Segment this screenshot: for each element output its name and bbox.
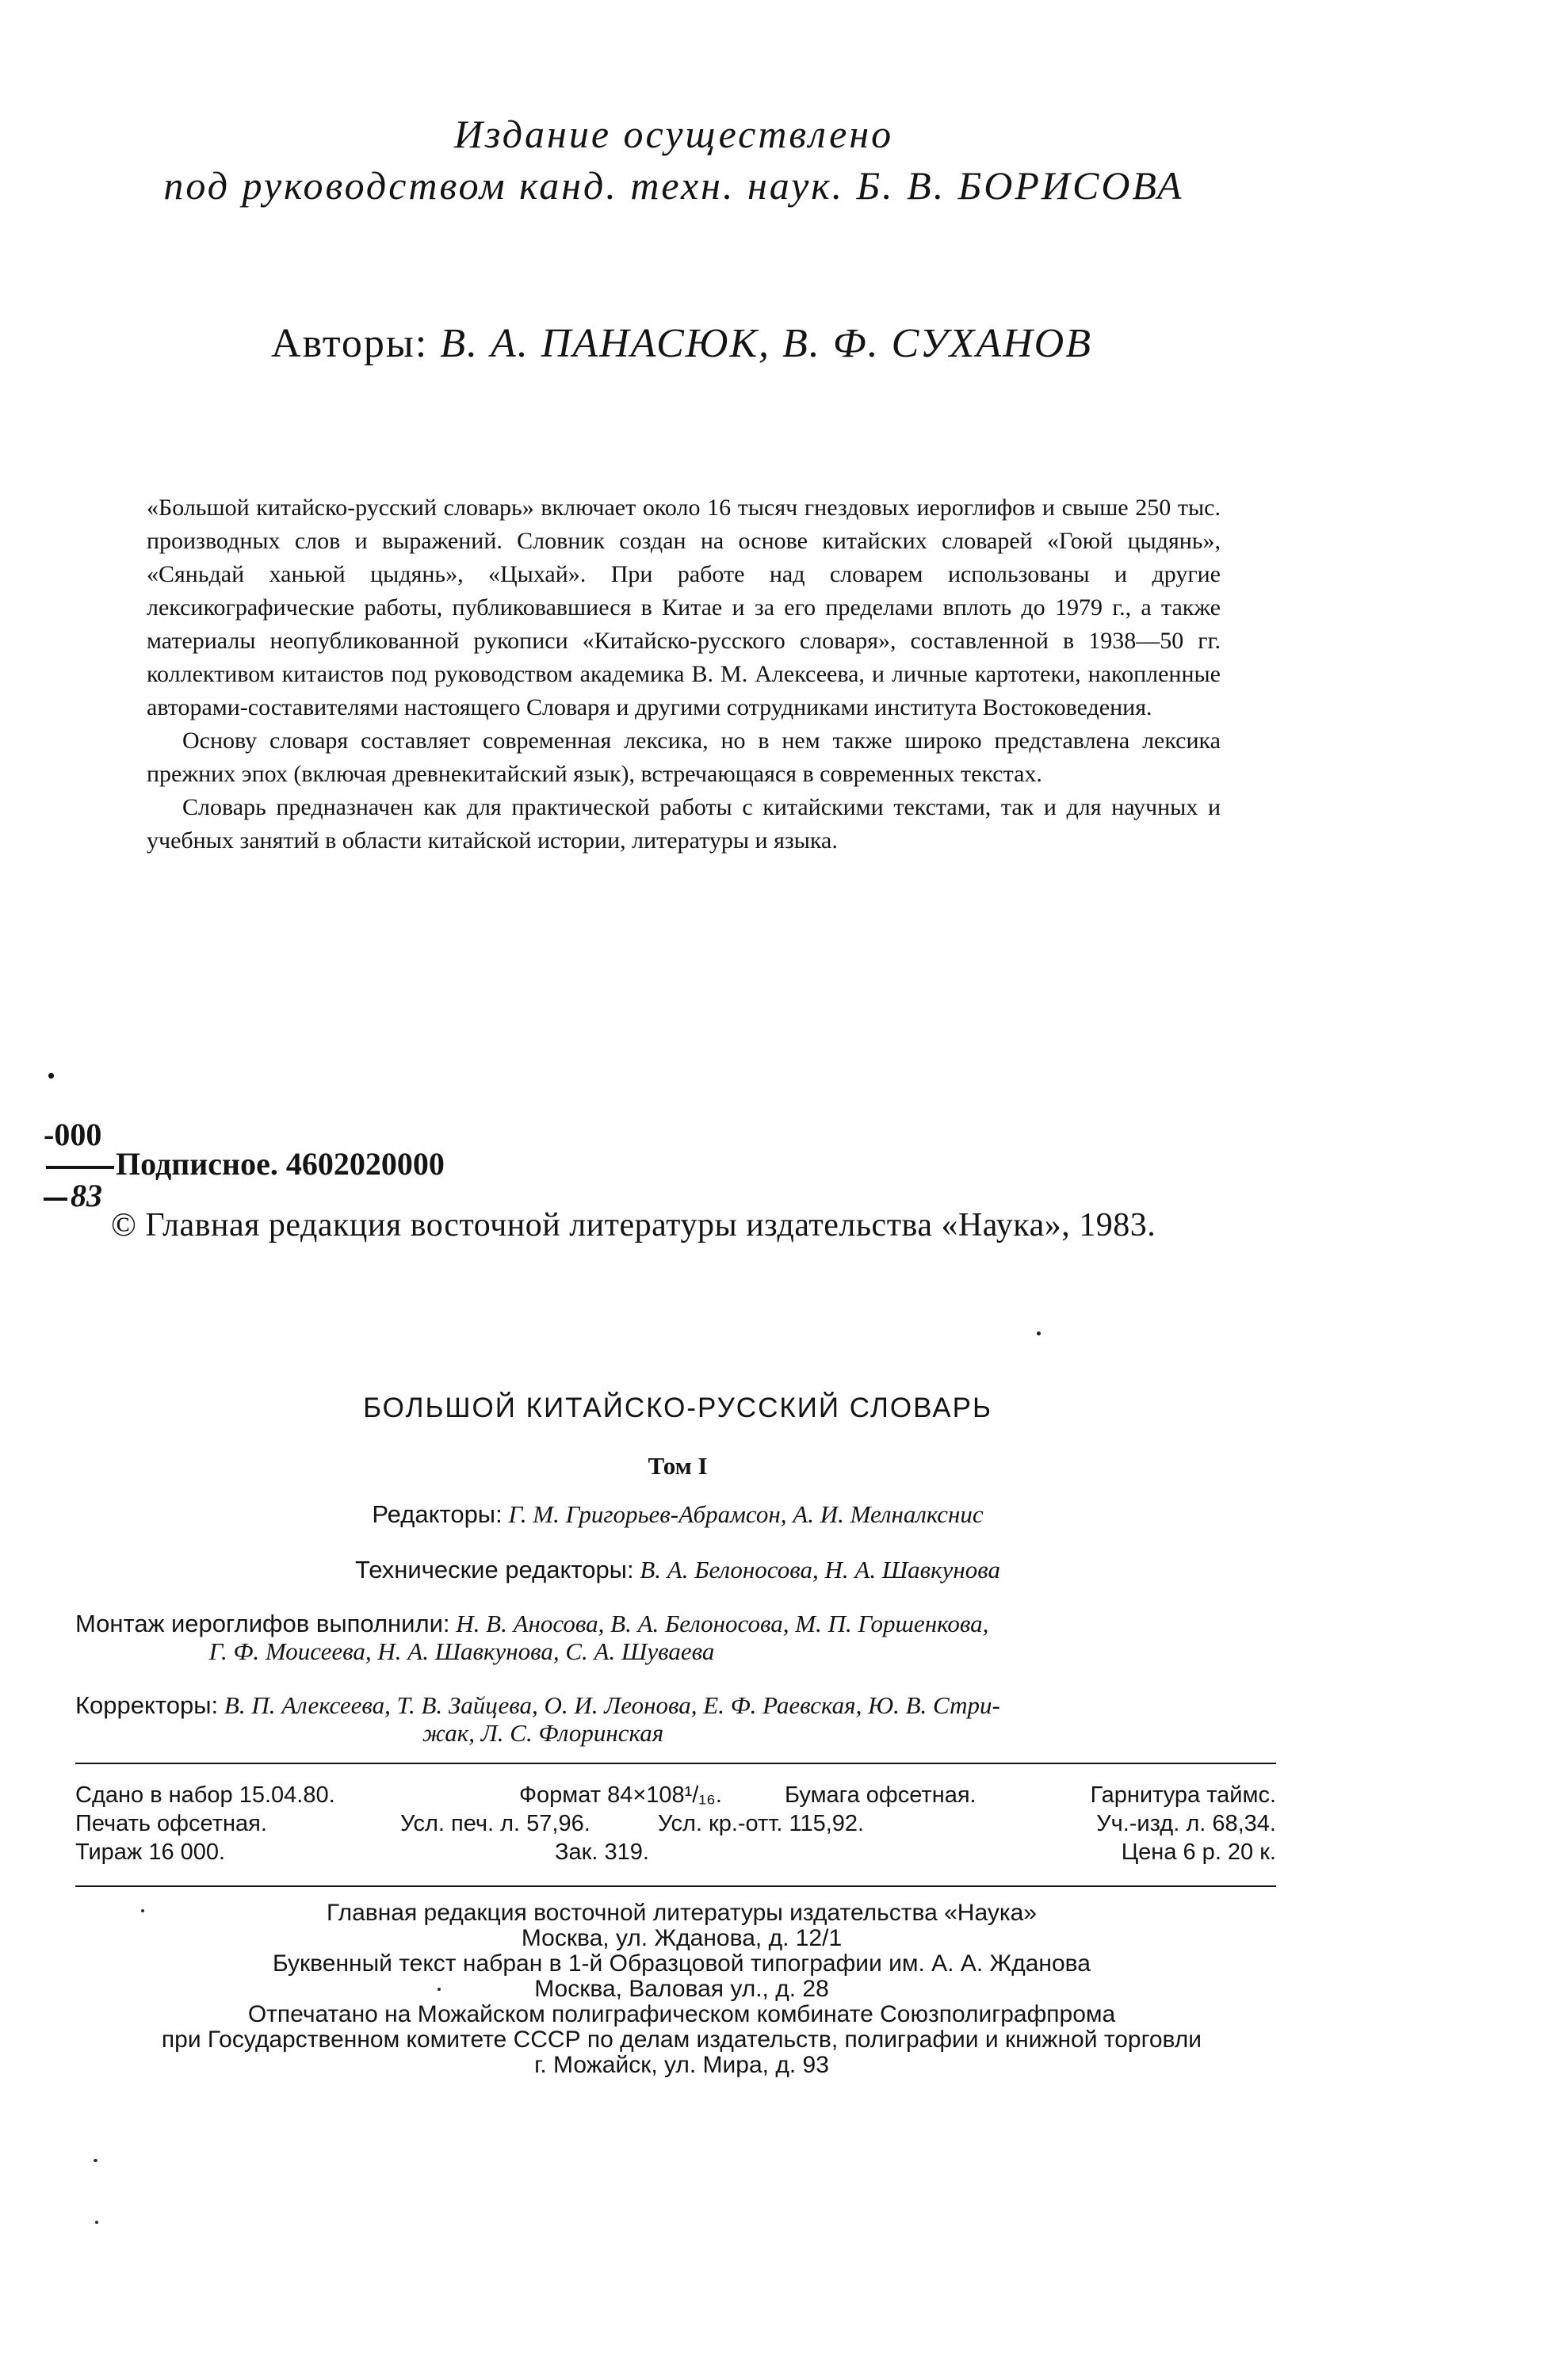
authors-names: В. А. ПАНАСЮК, В. Ф. СУХАНОВ: [440, 321, 1092, 366]
print-data-table: [75, 1782, 1276, 1868]
editors-label: Редакторы:: [372, 1500, 503, 1528]
supervision-line-1: Издание осуществлено: [453, 112, 894, 156]
book-title: БОЛЬШОЙ КИТАЙСКО-РУССКИЙ СЛОВАРЬ: [363, 1392, 992, 1423]
imprint-line: Москва, Валовая ул., д. 28: [534, 1976, 829, 2002]
index-denominator: 83: [71, 1178, 102, 1213]
volume-label: Том I: [648, 1452, 708, 1480]
imprint-line: Главная редакция восточной литературы издательства «Наука»: [327, 1900, 1037, 1926]
print-cell: Усл. кр.-отт. 115,92.: [658, 1811, 865, 1836]
correctors-names-1: В. П. Алексеева, Т. В. Зайцева, О. И. Леонова, Е. Ф. Раевская, Ю. В. Стри-: [224, 1691, 1000, 1719]
imprint-line: Москва, ул. Жданова, д. 12/1: [521, 1925, 843, 1951]
print-cell: Тираж 16 000.: [75, 1839, 226, 1865]
annotation-paragraph-1: «Большой китайско-русский словарь» включает около 16 тысяч гнездовых иероглифов и свыше 250 тыс. производных слов и выражений. Словник создан на основе китайских словарей «Гоюй цыдянь», «Сяньдай ханьюй цыдянь», «Цыхай». При работе над словарем использованы и другие лексикографические работы, публиковавшиеся в Китае и за его пределами вплоть до 1979 г., а также материалы неопубликованной рукописи «Китайско-русского словаря», составленной в 1938—50 гг. коллективом китаистов под руководством академика В. М. Алексеева, и личные картотеки, накопленные авторами-составителями настоящего Словаря и другими сотрудниками института Востоковедения.: [147, 495, 1221, 720]
correctors-line: [75, 1692, 1272, 1719]
print-speck: [94, 2159, 97, 2162]
imprint-line: г. Можайск, ул. Мира, д. 93: [534, 2052, 829, 2078]
montage-label: Монтаж иероглифов выполнили:: [75, 1610, 450, 1637]
montage-line: [75, 1610, 1272, 1637]
editors-names: Г. М. Григорьев-Абрамсон, А. И. Мелналкснис: [508, 1500, 984, 1528]
imprint-line: Буквенный текст набран в 1-й Образцовой типографии им. А. А. Жданова: [273, 1950, 1091, 1977]
annotation-paragraph-3: Словарь предназначен как для практической работы с китайскими текстами, так и для научных и учебных занятий в области китайской истории, литературы и языка.: [147, 794, 1221, 854]
fraction-rule: [46, 1166, 114, 1169]
print-speck: [1037, 1331, 1041, 1335]
index-dot-mark: •: [48, 1064, 55, 1087]
imprint-line: Отпечатано на Можайском полиграфическом комбинате Союзполиграфпрома: [247, 2001, 1116, 2027]
denominator-dash: [44, 1198, 67, 1201]
authors-line: [0, 320, 1363, 367]
index-denominator-line: [44, 1177, 102, 1214]
print-data-row-2: [75, 1811, 1276, 1839]
print-cell: Формат 84×108¹/₁₆.: [519, 1782, 722, 1808]
tech-editors-line: [0, 1556, 1355, 1584]
montage-names-2: Г. Ф. Моисеева, Н. А. Шавкунова, С. А. Шуваева: [208, 1637, 715, 1665]
print-cell: Уч.-изд. л. 68,34.: [1096, 1811, 1276, 1836]
authors-label: Авторы:: [271, 321, 429, 366]
print-cell: Зак. 319.: [555, 1839, 649, 1865]
print-speck: [141, 1909, 144, 1912]
print-speck: [438, 1988, 441, 1991]
print-data-bottom-rule: [75, 1885, 1276, 1887]
print-cell: Гарнитура таймс.: [1090, 1782, 1276, 1808]
print-cell: Усл. печ. л. 57,96.: [400, 1811, 590, 1836]
editors-line: [0, 1500, 1355, 1529]
annotation: [147, 491, 1221, 858]
imprint-line: при Государственном комитете СССР по делам издательств, полиграфии и книжной торговли: [161, 2027, 1202, 2053]
subscription-text: Подписное. 4602020000: [116, 1146, 445, 1182]
print-cell: Сдано в набор 15.04.80.: [75, 1782, 335, 1808]
annotation-paragraph-2: Основу словаря составляет современная лексика, но в нем также широко представлена лексика прежних эпох (включая древнекитайский язык), встречающаяся в современных текстах.: [147, 728, 1221, 787]
correctors-names-2: жак, Л. С. Флоринская: [422, 1719, 664, 1747]
print-cell: Печать офсетная.: [75, 1811, 267, 1836]
print-speck: [95, 2221, 98, 2224]
montage-names-1: Н. В. Аносова, В. А. Белоносова, М. П. Горшенкова,: [456, 1610, 989, 1637]
subscription-line: [46, 1145, 445, 1182]
copyright-line: © Главная редакция восточной литературы издательства «Наука», 1983.: [111, 1207, 1156, 1243]
print-cell: Цена 6 р. 20 к.: [1121, 1839, 1276, 1865]
print-cell: Бумага офсетная.: [785, 1782, 977, 1808]
print-data-row-3: [75, 1839, 1276, 1868]
print-data-row-1: [75, 1782, 1276, 1811]
print-data-top-rule: [75, 1763, 1276, 1764]
index-numerator: -000: [44, 1117, 102, 1152]
imprint-block: [0, 1901, 1363, 2078]
correctors-label: Корректоры:: [75, 1691, 219, 1719]
supervision-line-2: под руководством канд. техн. наук. Б. В. БОРИСОВА: [163, 163, 1184, 208]
tech-editors-label: Технические редакторы:: [355, 1556, 634, 1583]
tech-editors-names: В. А. Белоносова, Н. А. Шавкунова: [640, 1556, 1000, 1583]
